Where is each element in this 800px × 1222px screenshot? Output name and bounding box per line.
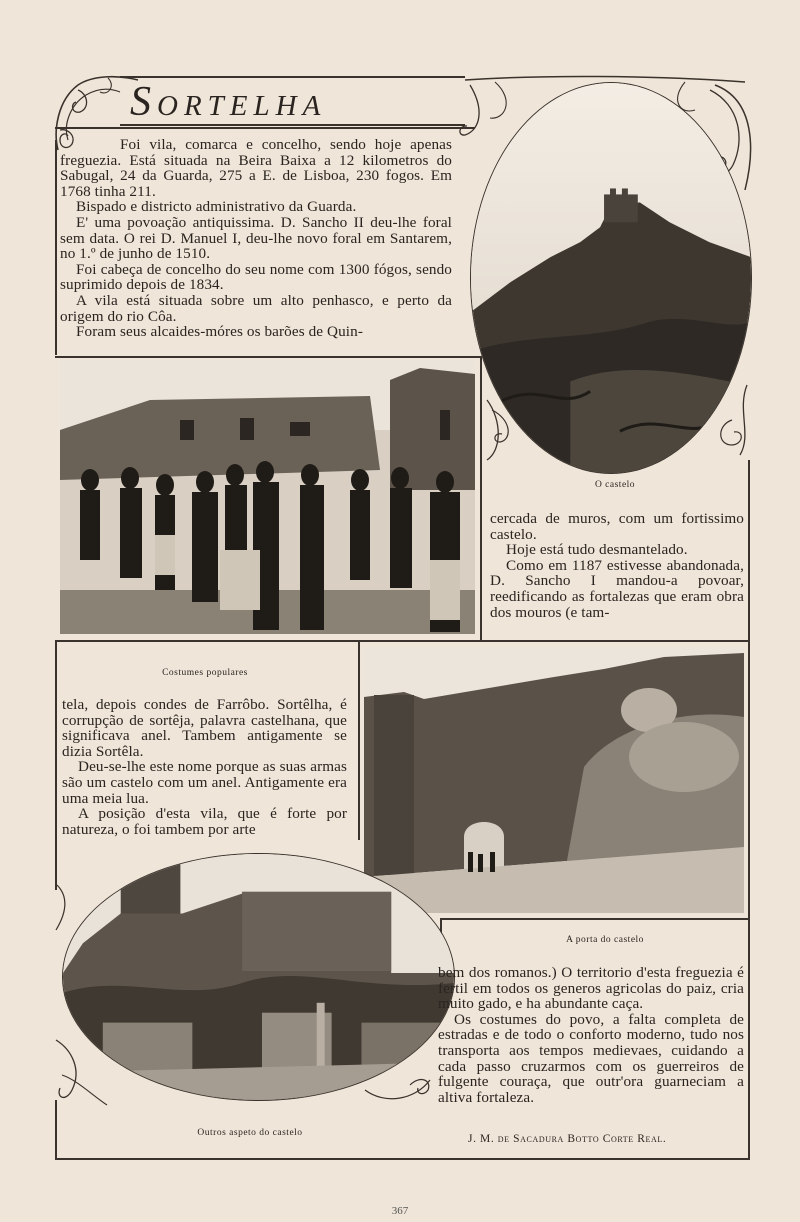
frame-left-mid [55,640,57,890]
scroll-ornament-right [482,380,757,465]
costumes-caption: Costumes populares [162,668,248,678]
right-column-text [490,511,744,620]
article-title: Sortelha [130,79,327,125]
intro-paragraph-2: Bispado e districto administrativo da Guarda. [76,198,357,216]
intro-paragraph-5: A vila está situada sobre um alto penhasco, e perto da origem do rio Côa. [60,291,452,325]
right-paragraph-3: Como em 1187 estivesse abandonada, D. Sancho I mandou-a povoar, reedificando as fortalezas que eram obra dos mouros (e tam- [490,556,744,621]
frame-middle-divider [358,640,360,840]
intro-paragraph-4: Foi cabeça de concelho do seu nome com 1300 fógos, sendo suprimido depois de 1834. [60,260,452,294]
frame-bottom [55,1158,748,1160]
gate-photo [364,647,744,913]
frame-left-top [55,140,57,355]
scroll-ornament-bottom-left [52,880,112,1120]
middle-paragraph-3: A posição d'esta vila, que é forte por natureza, o foi tambem por arte [62,805,347,838]
intro-text [60,137,452,340]
author-signature: J. M. de Sacadura Botto Corte Real. [468,1133,667,1145]
right-paragraph-2: Hoje está tudo desmantelado. [506,541,688,559]
intro-paragraph-6: Foram seus alcaides-móres os barões de Quin- [76,323,363,341]
final-text [438,965,744,1105]
intro-paragraph-3: E' uma povoação antiquissima. D. Sancho II deu-lhe foral sem data. O rei D. Manuel I, deu-lhe novo foral em Santarem, no 1.º de junho de 1510. [60,213,452,263]
scroll-ornament-bottom-center [360,1050,440,1110]
castle-caption: O castelo [594,480,636,490]
frame-mid-horizontal [55,356,480,358]
page-number: 367 [391,1205,409,1217]
other-aspect-caption: Outros aspeto do castelo [197,1128,303,1138]
frame-photo-row-bottom [55,640,748,642]
middle-paragraph-1: tela, depois condes de Farrôbo. Sortêlha, é corrupção de sortêja, palavra castelhana, que significava anel. Tambem antigamente se dizia Sortêla. [62,696,347,760]
frame-right [748,460,750,1160]
middle-left-text [62,697,347,837]
intro-paragraph-1: Foi vila, comarca e concelho, sendo hoje apenas freguezia. Está situada na Beira Baixa a 12 kilometros do Sabugal, 24 da Guarda, 275 a E. de Lisboa, 230 fogos. Em 1768 tinha 211. [60,136,452,200]
costumes-photo [60,360,475,634]
final-paragraph-1: bem dos romanos.) O territorio d'esta freguezia é fertil em todos os generos agricolas do paiz, cria muito gado, e ha abundante caça. [438,964,744,1013]
frame-gate-bottom [440,918,748,920]
gate-caption: A porta do castelo [566,935,644,945]
middle-paragraph-2: Deu-se-lhe este nome porque as suas armas são um castelo com um anel. Antigamente era uma meia lua. [62,758,347,807]
right-paragraph-1: cercada de muros, com um fortissimo castelo. [490,510,744,543]
final-paragraph-2: Os costumes do povo, a falta completa de estradas e de todo o conforto moderno, tudo nos transporta aos tempos medievaes, cuidando a cada passo cruzarmos com os guerreiros de fulgente couraça, que outr'ora guarneciam a altiva fortaleza. [438,1010,744,1106]
